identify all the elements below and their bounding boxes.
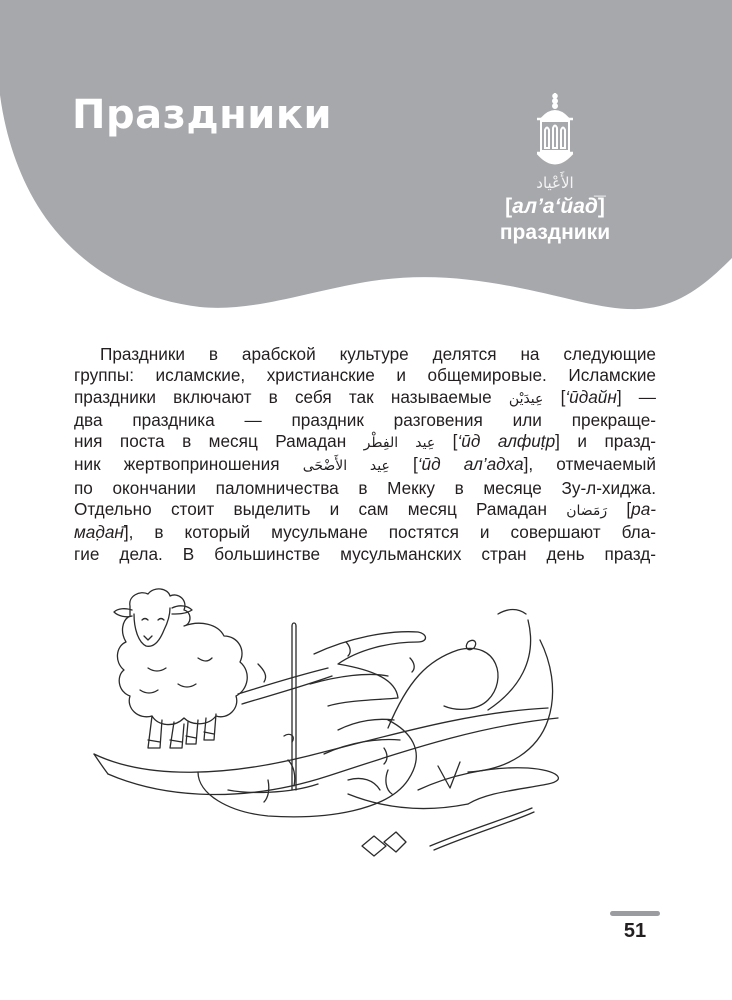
text-segment: ], отмечаемый [523, 454, 656, 475]
text-line [74, 387, 656, 410]
text-segment: [ [607, 499, 632, 520]
text-segment: [ [543, 386, 566, 407]
text-line [74, 344, 656, 365]
text-segment: [ [435, 431, 458, 452]
text-segment: праздники включают в себя так называемые [74, 386, 509, 407]
vocabulary-box [470, 92, 640, 246]
lantern-icon [534, 92, 576, 170]
text-segment: [ [389, 454, 418, 475]
arabic-term: عِيد الأَضْحَى [302, 458, 390, 475]
text-line [74, 544, 656, 565]
bracket-open: [ [505, 195, 513, 218]
sheep-calligraphy-illustration [88, 580, 668, 900]
vocab-arabic-word: الأَعْياد [536, 174, 574, 192]
transliteration: ра- [631, 499, 656, 520]
bracket-close: ] [597, 195, 605, 218]
arabic-term: عِيدَيْن [508, 390, 544, 407]
text-segment: ], в который мусульмане постятся и совершают бла- [123, 522, 656, 543]
arabic-term: رَمَضان [566, 503, 608, 520]
text-segment: Отдельно стоит выделить и сам месяц Рамадан [74, 499, 567, 520]
text-line [74, 454, 656, 477]
text-segment: ] и празд- [555, 431, 656, 452]
sheep-drawing [114, 589, 247, 748]
transliteration-text: ал’а‘йад̅ [512, 195, 598, 218]
arabic-term: عِيد الفِطْر [363, 435, 436, 452]
transliteration: ‘ӣд ал’адха [417, 454, 524, 475]
text-segment: ] — [616, 386, 656, 407]
text-line [74, 499, 656, 522]
text-line [74, 365, 656, 386]
text-line [74, 431, 656, 454]
text-segment: Праздники в арабской культуре делятся на следующие [100, 344, 656, 364]
transliteration: мад̣ан̄ [74, 522, 124, 543]
page-number-rule [610, 911, 660, 916]
page-number: 51 [623, 920, 647, 942]
text-segment: гие дела. В большинстве мусульманских стран день празд- [74, 543, 656, 564]
transliteration: ‘ӣдайн [565, 386, 617, 407]
text-line [74, 410, 656, 431]
page-title: Праздники [72, 92, 332, 138]
text-segment: группы: исламские, христианские и общемировые. Исламские [74, 365, 656, 386]
text-line [74, 478, 656, 499]
text-segment: по окончании паломничества в Мекку в месяце Зу-л-хиджа. [74, 477, 656, 498]
vocab-meaning: праздники [499, 221, 611, 244]
text-segment: два праздника — праздник разговения или прекраще- [74, 409, 656, 430]
vocab-transliteration [470, 194, 640, 220]
transliteration: ‘ӣд алфиṭр [457, 431, 556, 452]
text-segment: ник жертвоприношения [74, 454, 303, 475]
text-line [74, 522, 656, 543]
text-segment: ния поста в месяц Рамадан [74, 431, 364, 452]
body-paragraph [74, 344, 656, 565]
